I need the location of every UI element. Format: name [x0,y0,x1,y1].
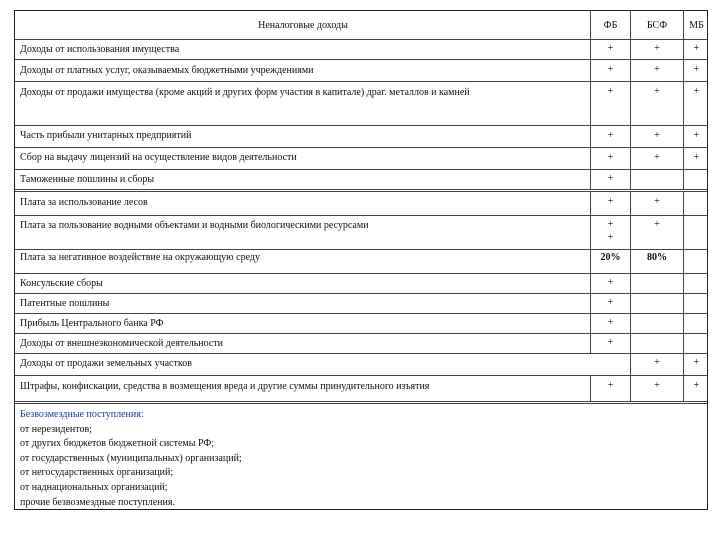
bsf-share: 80% [647,252,667,263]
header-title-cell [15,11,591,39]
bsf-mark: + [654,64,660,75]
header-title: Неналоговые доходы [258,20,348,31]
table-row [15,81,707,125]
table-row [15,59,707,81]
table-row [15,273,707,293]
list-item: от нерезидентов; [20,423,93,435]
bsf-mark: + [654,43,660,54]
table-row [15,169,707,189]
table-row [15,293,707,313]
bsf-mark: + [654,357,660,368]
fb-share: 20% [600,252,621,263]
fb-mark: + [607,219,614,230]
fb-mark: + [607,152,614,163]
bsf-mark: + [654,219,660,230]
fb-mark: + [607,337,614,348]
row-label: Штрафы, конфискации, средства в возмещения вреда и другие суммы принудительного изъятия [20,381,430,392]
revenue-table [14,10,708,510]
mb-mark: + [693,64,700,75]
fb-mark: + [607,173,614,184]
fb-mark: + [607,64,614,75]
row-label: Патентные пошлины [20,298,110,309]
free-receipts-block [15,401,707,509]
fb-mark: + [607,43,614,54]
row-label: Доходы от внешнеэкономической деятельности [20,338,224,349]
fb-mark: + [607,297,614,308]
bsf-mark: + [654,152,660,163]
table-row [15,333,707,353]
row-label: Доходы от использования имущества [20,44,180,55]
list-item: от государственных (муниципальных) организаций; [20,452,242,464]
table-row [15,353,707,375]
list-item: от других бюджетов бюджетной системы РФ; [20,438,215,450]
free-receipts-list [20,408,242,510]
row-label: Часть прибыли унитарных предприятий [20,130,192,141]
row-label: Доходы от продажи имущества (кроме акций и других форм участия в капитале) драг. металлов и камней [20,87,470,98]
fb-mark: + [607,86,614,97]
header-fb-cell [591,11,631,39]
table-row [15,39,707,59]
fb-mark-second: + [607,232,614,243]
table-row [15,215,707,249]
header-fb: ФБ [603,20,618,31]
table-row [15,147,707,169]
row-label: Доходы от платных услуг, оказываемых бюджетными учреждениями [20,65,314,76]
row-label: Таможенные пошлины и сборы [20,174,155,185]
list-item: прочие безвозмездные поступления. [20,496,175,508]
bsf-mark: + [654,130,660,141]
fb-mark: + [607,380,614,391]
table-row [15,189,707,215]
header-bsf: БСФ [646,20,668,31]
mb-mark: + [693,86,700,97]
table-row [15,375,707,401]
mb-mark: + [693,357,700,368]
table-row [15,249,707,273]
list-item: от наднациональных организаций; [20,481,168,493]
table-header-row [15,11,707,39]
row-label: Плата за пользование водными объектами и водными биологическими ресурсами [20,220,369,231]
bsf-mark: + [654,196,660,207]
fb-mark: + [607,130,614,141]
fb-mark: + [607,317,614,328]
header-mb: МБ [689,20,704,31]
row-label: Прибыль Центрального банка РФ [20,318,164,329]
mb-mark: + [693,152,700,163]
table-row [15,313,707,333]
mb-mark: + [693,130,700,141]
list-item: от негосударственных организаций; [20,467,174,479]
row-label: Доходы от продажи земельных участков [20,358,192,369]
row-label: Плата за негативное воздействие на окружающую среду [20,252,260,263]
bsf-mark: + [654,86,660,97]
row-label: Сбор на выдачу лицензий на осуществление видов деятельности [20,152,297,163]
mb-mark: + [693,43,700,54]
table-row [15,125,707,147]
fb-mark: + [607,196,614,207]
row-label: Консульские сборы [20,278,103,289]
bsf-mark: + [654,380,660,391]
row-label: Плата за использование лесов [20,197,148,208]
mb-mark: + [693,380,700,391]
free-receipts-title: Безвозмездные поступления: [20,409,144,420]
fb-mark: + [607,277,614,288]
header-mb-cell [684,11,709,39]
header-bsf-cell [631,11,684,39]
